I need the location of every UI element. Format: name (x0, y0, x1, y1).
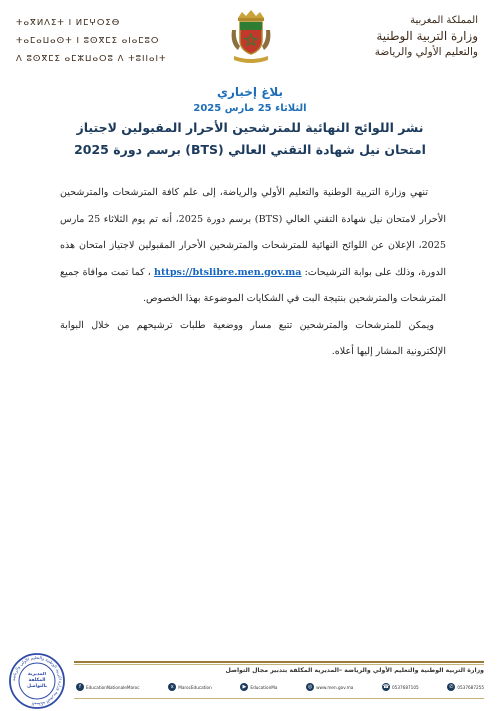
notice-title-block (40, 84, 460, 159)
web-icon: ◎ (307, 684, 313, 690)
footer-bottom-rule (74, 698, 484, 699)
notice-date: الثلاثاء 25 مارس 2025 (193, 103, 307, 114)
body-paragraph-2: ويمكن للمترشحات والمترشحين تتبع مسار ووضعية طلبات ترشيحهم من خلال البوابة الإلكترونية المشار إليها أعلاه. (60, 319, 446, 357)
footer-contact-phone (382, 683, 419, 691)
header-tifinagh-line: ⴷ ⵓⵙⴳⵎⵉ ⴰⵎⵣⵡⴰⵔⵓ ⴷ ⵜⵓⵏⵏⴰⵏⵜ (16, 54, 167, 64)
header-arabic (308, 14, 478, 60)
header-tifinagh (16, 14, 191, 68)
official-stamp (8, 652, 66, 710)
footer-contact-label: EducationNationaleMaroc (86, 684, 140, 690)
footer-contact-label: 0537687255 (457, 684, 484, 690)
footer-contact-label: 0537687105 (392, 684, 419, 690)
footer-ministry: وزارة التربية الوطنية والتعليم الأولي والرياضة –المديرية المكلفة بتدبير مجال التواصل (225, 667, 484, 674)
phone-icon: ☎ (382, 684, 390, 690)
footer-contact-label: www.men.gov.ma (316, 684, 354, 690)
body-paragraph-1 (60, 180, 446, 313)
header-tifinagh-line: ⵜⴰⴳⵍⴷⵉⵜ ⵏ ⵍⵎⵖⵔⵉⴱ (16, 18, 121, 28)
body-p1-text: تنهي وزارة التربية الوطنية والتعليم الأولي والرياضة، إلى علم كافة المترشحات والمترشحين الأحرار لامتحان نيل شهادة التقني العالي (BTS) برسم دورة 2025، أنه تم يوم الثلاثاء 25 مارس 2025، الإعلان عن اللوائح النهائية للمترشحات والمترشحين الأحرار المقبولين لاجتياز امتحان هذه الدورة، وذلك على بوابة الترشيحات: (60, 187, 446, 278)
twitter-icon: x (168, 683, 176, 691)
footer-contact-twitter[interactable] (168, 683, 212, 691)
notice-body (60, 180, 446, 366)
footer-contact-label: EducationMa (250, 684, 278, 690)
stamp-center-text: المديرية المكلفة بالتواصل (26, 672, 48, 689)
footer-contact-label: MarocEducation (178, 684, 212, 690)
notice-headline-line1: نشر اللوائح النهائية للمترشحين الأحرار المقبولين لاجتياز (76, 120, 424, 135)
footer-divider-thin (74, 664, 484, 665)
fax-icon: ✆ (449, 684, 454, 690)
footer-divider (74, 661, 484, 663)
facebook-icon: f (76, 683, 84, 691)
coat-of-arms-icon (228, 10, 274, 66)
body-p1-text-cont: ، كما تمت موافاة جميع المترشحات والمترشحين بنتيجة البت في الشكايات الموضوعة بهذا الخصوص. (60, 266, 446, 304)
portal-link[interactable]: https://btslibre.men.gov.ma (154, 266, 302, 278)
footer-contacts (76, 681, 484, 693)
header-tifinagh-line: ⵜⴰⵎⴰⵡⴰⵙⵜ ⵏ ⵓⵙⴳⵎⵉ ⴰⵏⴰⵎⵓⵔ (16, 36, 160, 46)
footer-contact-facebook[interactable] (76, 683, 140, 691)
header-kingdom: المملكة المغربية (410, 15, 478, 26)
footer-contact-youtube[interactable] (240, 683, 277, 691)
header-ministry-line2: والتعليم الأولي والرياضة (374, 46, 478, 58)
notice-headline-line2: امتحان نيل شهادة التقني العالي (BTS) برسم دورة 2025 (74, 142, 426, 157)
notice-kind: بلاغ إخباري (216, 85, 284, 99)
stamp-ring-text: المملكة المغربية وزارة التربية الوطنية والتعليم الأولي والرياضة (10, 654, 64, 708)
footer-contact-fax (447, 683, 484, 691)
header-ministry: وزارة التربية الوطنية (376, 29, 478, 43)
youtube-icon: ▶ (240, 683, 248, 691)
footer-contact-web[interactable] (306, 683, 353, 691)
